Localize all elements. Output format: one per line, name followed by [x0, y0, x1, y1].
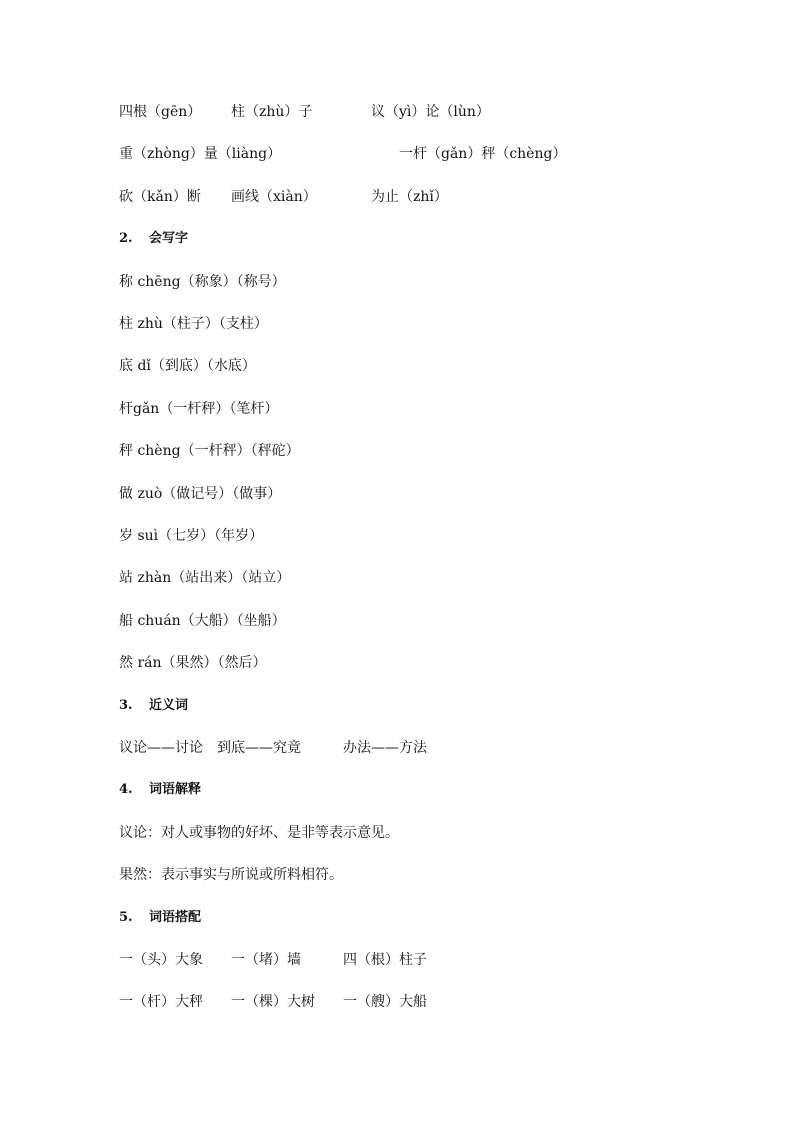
section-number: 4.	[119, 782, 133, 797]
write-char-line: 柱 zhù（柱子）（支柱）	[119, 316, 268, 332]
write-char-line: 杆gǎn（一杆秤）（笔杆）	[119, 401, 279, 417]
section-heading	[119, 696, 188, 716]
section-number: 3.	[119, 698, 133, 713]
write-char-line: 船 chuán（大船）（坐船）	[119, 613, 286, 629]
collocation-item: 一（头）大象	[119, 952, 203, 968]
explanation-line: 议论：对人或事物的好坏、是非等表示意见。	[119, 825, 399, 841]
section-title: 词语解释	[149, 782, 202, 797]
write-char-line: 秤 chèng（一杆秤）（秤砣）	[119, 443, 300, 459]
write-char-line: 站 zhàn（站出来）（站立）	[119, 570, 291, 586]
pinyin-word: 议（yì）论（lùn）	[371, 104, 490, 120]
pinyin-word: 画线（xiàn）	[231, 189, 317, 205]
write-char-line: 岁 suì（七岁）（年岁）	[119, 528, 264, 544]
synonym-pair: 到底——究竟	[217, 740, 301, 756]
write-char-line: 然 rán（果然）（然后）	[119, 655, 267, 671]
pinyin-word: 柱（zhù）子	[231, 104, 313, 120]
section-heading	[119, 229, 188, 249]
explanation-line: 果然：表示事实与所说或所料相符。	[119, 867, 343, 883]
section-title: 会写字	[149, 231, 189, 246]
pinyin-word: 砍（kǎn）断	[119, 189, 201, 205]
write-char-line: 称 chēng（称象）（称号）	[119, 274, 286, 290]
collocation-item: 四（根）柱子	[343, 952, 427, 968]
pinyin-word: 为止（zhǐ）	[371, 189, 448, 205]
synonym-pair: 办法——方法	[343, 740, 427, 756]
section-heading	[119, 780, 201, 800]
write-char-line: 底 dǐ（到底）（水底）	[119, 358, 256, 374]
collocation-item: 一（堵）墙	[231, 952, 301, 968]
section-heading	[119, 908, 201, 928]
section-number: 2.	[119, 231, 133, 246]
synonym-pair: 议论——讨论	[119, 740, 203, 756]
write-char-line: 做 zuò（做记号）（做事）	[119, 486, 282, 502]
collocation-item: 一（艘）大船	[343, 994, 427, 1010]
section-title: 词语搭配	[149, 910, 202, 925]
collocation-item: 一（杆）大秤	[119, 994, 203, 1010]
collocation-item: 一（棵）大树	[231, 994, 315, 1010]
section-title: 近义词	[149, 698, 189, 713]
pinyin-word: 四根（gēn）	[119, 104, 202, 120]
section-number: 5.	[119, 910, 133, 925]
pinyin-word: 重（zhòng）量（liàng）	[119, 146, 282, 162]
pinyin-word: 一杆（gǎn）秤（chèng）	[399, 146, 567, 162]
